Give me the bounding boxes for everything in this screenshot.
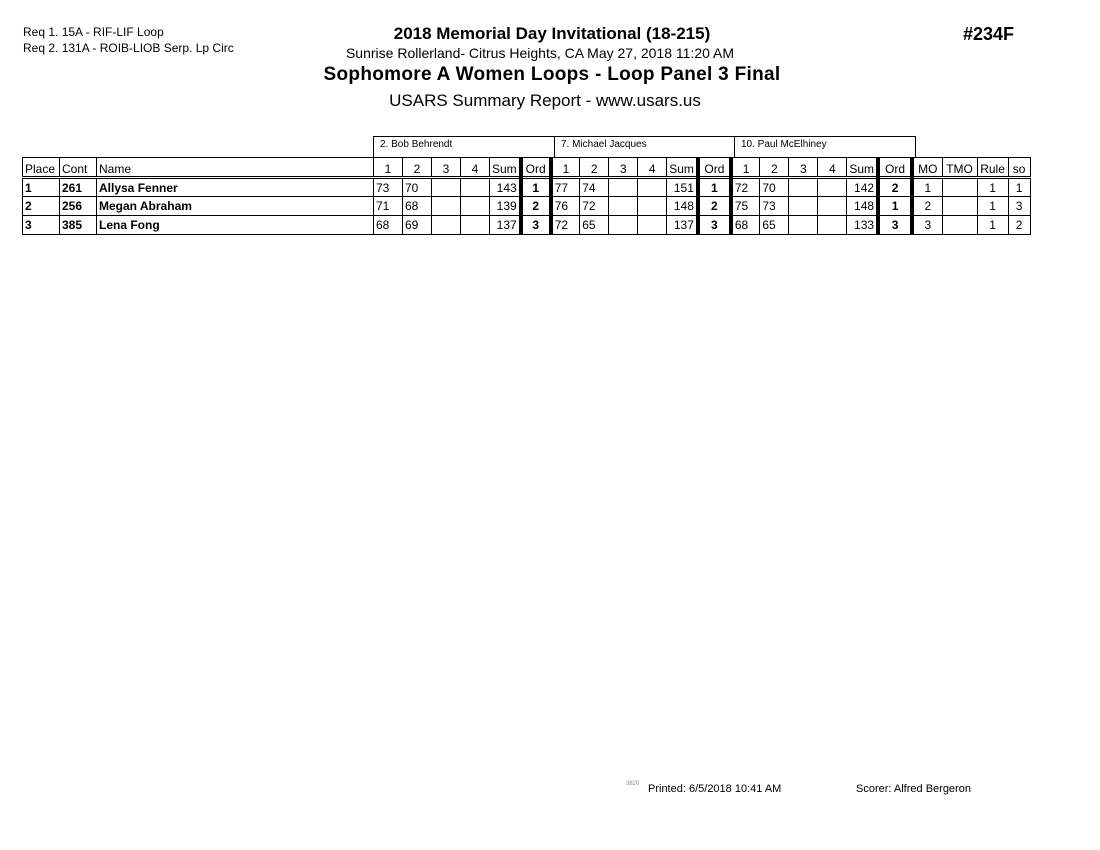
cont-cell: 256 bbox=[60, 197, 97, 216]
j1-col-3: 3 bbox=[432, 158, 461, 178]
judge2-sum-cell: 151 bbox=[667, 178, 698, 197]
competition-title: 2018 Memorial Day Invitational (18-215) bbox=[393, 24, 711, 43]
rule-cell: 1 bbox=[977, 178, 1008, 197]
requirement-2: Req 2. 131A - ROIB-LIOB Serp. Lp Circ bbox=[23, 41, 234, 55]
j1-col-4: 4 bbox=[461, 158, 490, 178]
col-rule: Rule bbox=[977, 158, 1008, 178]
name-cell: Lena Fong bbox=[97, 216, 374, 235]
event-title: Sophomore A Women Loops - Loop Panel 3 Final bbox=[323, 64, 781, 85]
table-row bbox=[23, 178, 1031, 197]
scorer: Scorer: Alfred Bergeron bbox=[856, 783, 971, 795]
judge3-ord-cell: 3 bbox=[878, 216, 912, 235]
judge-header-2: 7. Michael Jacques bbox=[554, 136, 735, 157]
judge3-score3-cell bbox=[789, 216, 818, 235]
judge1-score4-cell bbox=[461, 216, 490, 235]
judge3-score1-cell: 75 bbox=[731, 197, 760, 216]
judge3-score2-cell: 73 bbox=[760, 197, 789, 216]
place-cell: 2 bbox=[23, 197, 60, 216]
judge2-score4-cell bbox=[638, 216, 667, 235]
col-so: so bbox=[1008, 158, 1030, 178]
j2-col-1: 1 bbox=[551, 158, 580, 178]
results-table bbox=[22, 157, 1031, 235]
judge3-score2-cell: 65 bbox=[760, 216, 789, 235]
name-cell: Megan Abraham bbox=[97, 197, 374, 216]
printed-date: Printed: 6/5/2018 10:41 AM bbox=[648, 783, 782, 795]
cont-cell: 261 bbox=[60, 178, 97, 197]
judge2-sum-cell: 148 bbox=[667, 197, 698, 216]
report-code: 3820 bbox=[626, 781, 640, 787]
j2-col-sum: Sum bbox=[667, 158, 698, 178]
j2-col-2: 2 bbox=[580, 158, 609, 178]
judge1-sum-cell: 143 bbox=[490, 178, 521, 197]
so-cell: 2 bbox=[1008, 216, 1030, 235]
judge2-score1-cell: 72 bbox=[551, 216, 580, 235]
report-title: USARS Summary Report - www.usars.us bbox=[389, 91, 701, 110]
header-row bbox=[23, 158, 1031, 178]
col-cont: Cont bbox=[60, 158, 97, 178]
j3-col-2: 2 bbox=[760, 158, 789, 178]
j3-col-ord: Ord bbox=[878, 158, 912, 178]
judge2-ord-cell: 3 bbox=[698, 216, 731, 235]
judge3-score4-cell bbox=[818, 197, 847, 216]
judge3-score1-cell: 68 bbox=[731, 216, 760, 235]
judge1-score1-cell: 68 bbox=[374, 216, 403, 235]
requirement-1: Req 1. 15A - RIF-LIF Loop bbox=[23, 25, 164, 39]
j3-col-sum: Sum bbox=[847, 158, 878, 178]
judge2-sum-cell: 137 bbox=[667, 216, 698, 235]
judge3-sum-cell: 142 bbox=[847, 178, 878, 197]
j1-col-sum: Sum bbox=[490, 158, 521, 178]
j2-col-3: 3 bbox=[609, 158, 638, 178]
judge3-score4-cell bbox=[818, 216, 847, 235]
place-cell: 3 bbox=[23, 216, 60, 235]
mo-cell: 1 bbox=[912, 178, 942, 197]
rule-cell: 1 bbox=[977, 197, 1008, 216]
judge3-ord-cell: 2 bbox=[878, 178, 912, 197]
event-number: #234F bbox=[963, 24, 1015, 44]
j1-col-1: 1 bbox=[374, 158, 403, 178]
judge2-score3-cell bbox=[609, 178, 638, 197]
col-name: Name bbox=[97, 158, 374, 178]
judge1-score3-cell bbox=[432, 178, 461, 197]
judge3-sum-cell: 133 bbox=[847, 216, 878, 235]
judge3-score1-cell: 72 bbox=[731, 178, 760, 197]
judge1-score3-cell bbox=[432, 197, 461, 216]
judge-header-3: 10. Paul McElhiney bbox=[734, 136, 916, 157]
judge2-score2-cell: 65 bbox=[580, 216, 609, 235]
j3-col-3: 3 bbox=[789, 158, 818, 178]
judge3-score3-cell bbox=[789, 197, 818, 216]
judge2-score4-cell bbox=[638, 197, 667, 216]
judge-header-1: 2. Bob Behrendt bbox=[373, 136, 555, 157]
judge1-score3-cell bbox=[432, 216, 461, 235]
so-cell: 3 bbox=[1008, 197, 1030, 216]
name-cell: Allysa Fenner bbox=[97, 178, 374, 197]
judge2-score2-cell: 74 bbox=[580, 178, 609, 197]
col-place: Place bbox=[23, 158, 60, 178]
j3-col-1: 1 bbox=[731, 158, 760, 178]
j1-col-ord: Ord bbox=[521, 158, 551, 178]
place-cell: 1 bbox=[23, 178, 60, 197]
tmo-cell bbox=[942, 178, 977, 197]
judge2-score3-cell bbox=[609, 197, 638, 216]
judge2-score1-cell: 76 bbox=[551, 197, 580, 216]
judge3-sum-cell: 148 bbox=[847, 197, 878, 216]
judge2-score2-cell: 72 bbox=[580, 197, 609, 216]
cont-cell: 385 bbox=[60, 216, 97, 235]
rule-cell: 1 bbox=[977, 216, 1008, 235]
mo-cell: 2 bbox=[912, 197, 942, 216]
judge3-score3-cell bbox=[789, 178, 818, 197]
j3-col-4: 4 bbox=[818, 158, 847, 178]
judge1-score2-cell: 68 bbox=[403, 197, 432, 216]
judge1-score1-cell: 73 bbox=[374, 178, 403, 197]
judge1-score1-cell: 71 bbox=[374, 197, 403, 216]
tmo-cell bbox=[942, 197, 977, 216]
so-cell: 1 bbox=[1008, 178, 1030, 197]
j2-col-4: 4 bbox=[638, 158, 667, 178]
judge1-sum-cell: 137 bbox=[490, 216, 521, 235]
table-row bbox=[23, 197, 1031, 216]
judge1-score4-cell bbox=[461, 178, 490, 197]
col-tmo: TMO bbox=[942, 158, 977, 178]
judge1-sum-cell: 139 bbox=[490, 197, 521, 216]
venue-datetime: Sunrise Rollerland- Citrus Heights, CA May 27, 2018 11:20 AM bbox=[345, 45, 735, 61]
judge2-score4-cell bbox=[638, 178, 667, 197]
judge1-ord-cell: 1 bbox=[521, 178, 551, 197]
judge2-score3-cell bbox=[609, 216, 638, 235]
col-mo: MO bbox=[912, 158, 942, 178]
judge3-ord-cell: 1 bbox=[878, 197, 912, 216]
mo-cell: 3 bbox=[912, 216, 942, 235]
judge2-ord-cell: 1 bbox=[698, 178, 731, 197]
judge2-ord-cell: 2 bbox=[698, 197, 731, 216]
judge1-score4-cell bbox=[461, 197, 490, 216]
tmo-cell bbox=[942, 216, 977, 235]
judge3-score2-cell: 70 bbox=[760, 178, 789, 197]
judge3-score4-cell bbox=[818, 178, 847, 197]
j2-col-ord: Ord bbox=[698, 158, 731, 178]
j1-col-2: 2 bbox=[403, 158, 432, 178]
judge1-score2-cell: 69 bbox=[403, 216, 432, 235]
judge1-ord-cell: 2 bbox=[521, 197, 551, 216]
table-row bbox=[23, 216, 1031, 235]
judge2-score1-cell: 77 bbox=[551, 178, 580, 197]
judge1-score2-cell: 70 bbox=[403, 178, 432, 197]
judge1-ord-cell: 3 bbox=[521, 216, 551, 235]
